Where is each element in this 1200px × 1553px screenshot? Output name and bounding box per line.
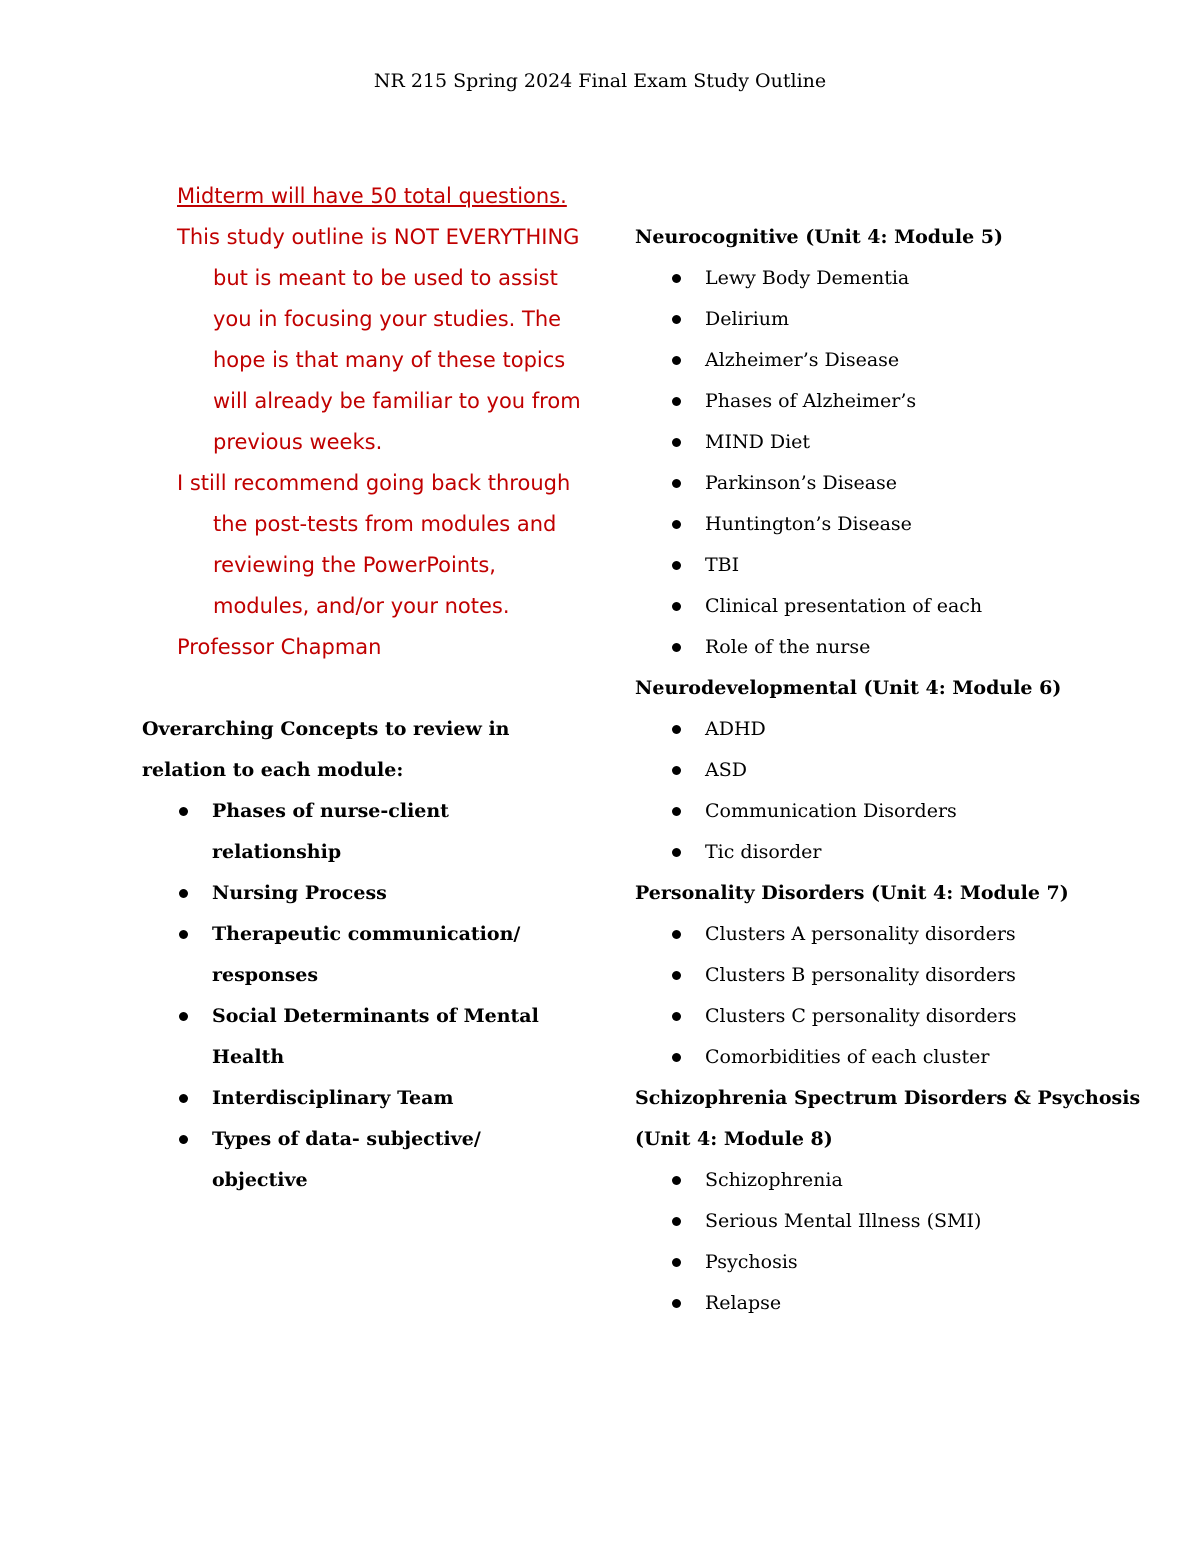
bullet-icon	[179, 807, 188, 816]
bullet-icon	[672, 643, 681, 652]
bullet-icon	[672, 807, 681, 816]
bullet-icon	[672, 438, 681, 447]
list-item-text: Comorbidities of each cluster	[705, 1046, 990, 1068]
left-column	[142, 176, 582, 1201]
bullet-icon	[672, 1053, 681, 1062]
signature: Professor Chapman	[177, 635, 382, 659]
list-item	[635, 1201, 1155, 1242]
bullet-icon	[672, 1217, 681, 1226]
right-column	[635, 217, 1155, 1324]
list-item-text: Alzheimer’s Disease	[705, 349, 900, 371]
list-item	[635, 709, 1155, 750]
list-item-text: Tic disorder	[705, 841, 822, 863]
schizophrenia-list	[635, 1160, 1155, 1324]
outline-note: This study outline is NOT EVERYTHING but is meant to be used to assist you in focusing your studies. The hope is that many of these topics will already be familiar to you from previous weeks.	[177, 225, 581, 454]
list-item-text: Serious Mental Illness (SMI)	[705, 1210, 982, 1232]
spacer	[142, 668, 582, 709]
neurodevelopmental-list	[635, 709, 1155, 873]
list-item	[142, 996, 582, 1078]
list-item	[635, 1160, 1155, 1201]
list-item	[635, 545, 1155, 586]
page-title: NR 215 Spring 2024 Final Exam Study Outline	[373, 70, 827, 92]
midterm-note: Midterm will have 50 total questions.	[177, 184, 567, 208]
list-item	[635, 1283, 1155, 1324]
neurocognitive-list	[635, 258, 1155, 668]
bullet-icon	[672, 1299, 681, 1308]
list-item	[635, 586, 1155, 627]
list-item-text: Role of the nurse	[705, 636, 871, 658]
list-item-text: Delirium	[705, 308, 790, 330]
list-item-text: ASD	[705, 759, 747, 781]
list-item	[635, 504, 1155, 545]
section-heading-neurocognitive: Neurocognitive (Unit 4: Module 5)	[635, 226, 1004, 248]
list-item-text: Communication Disorders	[705, 800, 957, 822]
bullet-icon	[179, 930, 188, 939]
list-item	[635, 996, 1155, 1037]
list-item	[635, 955, 1155, 996]
list-item	[635, 299, 1155, 340]
list-item-text: Social Determinants of Mental Health	[212, 1005, 539, 1068]
list-item	[635, 832, 1155, 873]
list-item-text: Phases of nurse-client relationship	[212, 800, 449, 863]
list-item-text: Types of data- subjective/ objective	[212, 1128, 481, 1191]
list-item	[142, 791, 582, 873]
list-item-text: Clusters A personality disorders	[705, 923, 1016, 945]
list-item-text: Clusters C personality disorders	[705, 1005, 1017, 1027]
list-item-text: Huntington’s Disease	[705, 513, 912, 535]
list-item	[635, 1037, 1155, 1078]
list-item-text: ADHD	[705, 718, 766, 740]
section-heading-personality: Personality Disorders (Unit 4: Module 7)	[635, 882, 1069, 904]
list-item-text: Clinical presentation of each	[705, 595, 983, 617]
list-item-text: TBI	[705, 554, 740, 576]
list-item	[635, 422, 1155, 463]
section-heading-schizophrenia: Schizophrenia Spectrum Disorders & Psychosis (Unit 4: Module 8)	[635, 1087, 1141, 1150]
overarching-heading: Overarching Concepts to review in relation to each module:	[142, 718, 510, 781]
list-item-text: Interdisciplinary Team	[212, 1087, 454, 1109]
list-item-text: Lewy Body Dementia	[705, 267, 910, 289]
section-heading-neurodevelopmental: Neurodevelopmental (Unit 4: Module 6)	[635, 677, 1062, 699]
list-item	[635, 1242, 1155, 1283]
bullet-icon	[672, 1012, 681, 1021]
list-item-text: Therapeutic communication/ responses	[212, 923, 521, 986]
bullet-icon	[672, 479, 681, 488]
bullet-icon	[672, 1258, 681, 1267]
bullet-icon	[672, 602, 681, 611]
bullet-icon	[179, 1012, 188, 1021]
bullet-icon	[672, 725, 681, 734]
list-item	[635, 340, 1155, 381]
bullet-icon	[672, 971, 681, 980]
list-item	[142, 873, 582, 914]
list-item	[142, 1078, 582, 1119]
bullet-icon	[672, 848, 681, 857]
personality-list	[635, 914, 1155, 1078]
list-item-text: Parkinson’s Disease	[705, 472, 898, 494]
list-item	[142, 914, 582, 996]
bullet-icon	[672, 930, 681, 939]
list-item-text: Clusters B personality disorders	[705, 964, 1016, 986]
list-item	[142, 1119, 582, 1201]
list-item	[635, 914, 1155, 955]
bullet-icon	[179, 1094, 188, 1103]
bullet-icon	[672, 356, 681, 365]
overarching-list	[142, 791, 582, 1201]
bullet-icon	[672, 1176, 681, 1185]
bullet-icon	[179, 889, 188, 898]
list-item	[635, 463, 1155, 504]
list-item	[635, 791, 1155, 832]
list-item-text: Nursing Process	[212, 882, 387, 904]
list-item-text: MIND Diet	[705, 431, 811, 453]
list-item	[635, 381, 1155, 422]
bullet-icon	[672, 561, 681, 570]
bullet-icon	[672, 397, 681, 406]
list-item-text: Schizophrenia	[705, 1169, 843, 1191]
list-item	[635, 258, 1155, 299]
list-item	[635, 750, 1155, 791]
bullet-icon	[179, 1135, 188, 1144]
bullet-icon	[672, 315, 681, 324]
list-item-text: Psychosis	[705, 1251, 798, 1273]
list-item-text: Phases of Alzheimer’s	[705, 390, 917, 412]
bullet-icon	[672, 520, 681, 529]
list-item	[635, 627, 1155, 668]
bullet-icon	[672, 766, 681, 775]
list-item-text: Relapse	[705, 1292, 782, 1314]
bullet-icon	[672, 274, 681, 283]
recommend-note: I still recommend going back through the post-tests from modules and reviewing the PowerPoints, modules, and/or your notes.	[177, 471, 571, 618]
